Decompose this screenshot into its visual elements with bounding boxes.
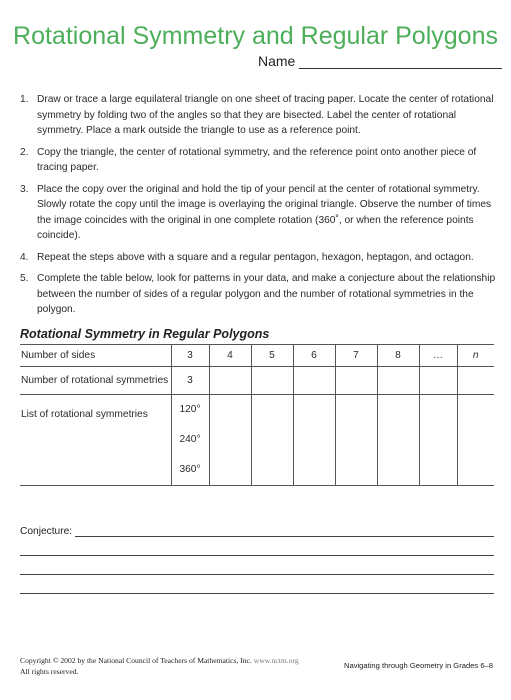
table-cell: 3	[171, 367, 209, 395]
conjecture-label: Conjecture:	[20, 526, 73, 537]
step-number: 3.	[20, 183, 29, 195]
answer-line[interactable]	[20, 555, 494, 556]
name-field	[258, 53, 502, 69]
table-title: Rotational Symmetry in Regular Polygons	[20, 327, 270, 341]
row-label: Number of sides	[20, 345, 171, 367]
rights-text: All rights reserved.	[20, 667, 79, 676]
step-text: Place the copy over the original and hold the tip of your pencil at the center of rotational symmetry. Slowly rotate the copy until the image is overlaying the original triangle. Observe the number of times the image coincides with the original in one complete rotation (360˚, or when the reference points coincide).	[37, 183, 492, 241]
table-cell[interactable]	[419, 395, 457, 486]
step-text: Repeat the steps above with a square and a regular pentagon, hexagon, heptagon, and octagon.	[37, 251, 474, 263]
table-cell-value: 240°	[179, 434, 201, 445]
table-cell[interactable]	[209, 367, 251, 395]
answer-line[interactable]	[20, 574, 494, 575]
table-cell[interactable]	[293, 367, 335, 395]
table-cell-value: 360°	[179, 464, 201, 475]
table-cell[interactable]	[251, 367, 293, 395]
table-cell[interactable]	[251, 395, 293, 486]
website-link[interactable]: www.nctm.org	[253, 656, 299, 665]
step-number: 1.	[20, 94, 29, 105]
answer-line[interactable]	[75, 526, 494, 537]
table-cell: …	[419, 345, 457, 367]
copyright-notice	[20, 655, 299, 677]
page-title: Rotational Symmetry and Regular Polygons	[13, 22, 498, 50]
table-row	[20, 367, 494, 395]
table-cell: 7	[335, 345, 377, 367]
table-cell: 3	[171, 345, 209, 367]
table-cell: n	[457, 345, 494, 367]
table-cell[interactable]	[457, 367, 494, 395]
table-cell: 8	[377, 345, 419, 367]
instruction-list	[20, 92, 500, 318]
step-number: 5.	[20, 273, 29, 284]
instruction-step	[20, 182, 500, 244]
table-cell[interactable]	[377, 367, 419, 395]
step-number: 2.	[20, 146, 29, 158]
step-text: Draw or trace a large equilateral triangle on one sheet of tracing paper. Locate the center of rotational symmetry by folding two of the angles so that they are bisected. Label the center of rotational symmetry. Place a mark outside the triangle to use as a reference point.	[37, 94, 494, 136]
conjecture-field[interactable]	[20, 526, 494, 537]
table-cell[interactable]	[377, 395, 419, 486]
step-number: 4.	[20, 251, 29, 263]
table-cell[interactable]	[293, 395, 335, 486]
step-text: Copy the triangle, the center of rotational symmetry, and the reference point onto another piece of tracing paper.	[37, 146, 477, 173]
name-label: Name	[258, 53, 296, 69]
table-cell: 5	[251, 345, 293, 367]
table-cell	[171, 395, 209, 486]
row-label: Number of rotational symmetries	[20, 367, 171, 395]
row-label: List of rotational symmetries	[21, 408, 148, 420]
answer-line[interactable]	[20, 593, 494, 594]
instruction-step	[20, 145, 500, 176]
instruction-step	[20, 271, 500, 318]
table-cell[interactable]	[457, 395, 494, 486]
table-cell[interactable]	[209, 395, 251, 486]
step-text: Complete the table below, look for patterns in your data, and make a conjecture about the relationship between the number of sides of a regular polygon and the number of rotational symmetries in the polygon.	[37, 273, 496, 315]
table-cell[interactable]	[419, 367, 457, 395]
instruction-step	[20, 92, 500, 139]
copyright-text: Copyright © 2002 by the National Council of Teachers of Mathematics, Inc.	[20, 656, 252, 665]
table-cell: 6	[293, 345, 335, 367]
series-title: Navigating through Geometry in Grades 6–8	[343, 661, 493, 670]
table-cell[interactable]	[335, 395, 377, 486]
instruction-step	[20, 250, 500, 266]
symmetry-table	[20, 344, 494, 486]
table-row	[20, 395, 494, 486]
table-cell-value: 120°	[179, 404, 201, 415]
name-line	[299, 54, 502, 69]
table-cell[interactable]	[335, 367, 377, 395]
table-cell: 4	[209, 345, 251, 367]
table-row	[20, 345, 494, 367]
